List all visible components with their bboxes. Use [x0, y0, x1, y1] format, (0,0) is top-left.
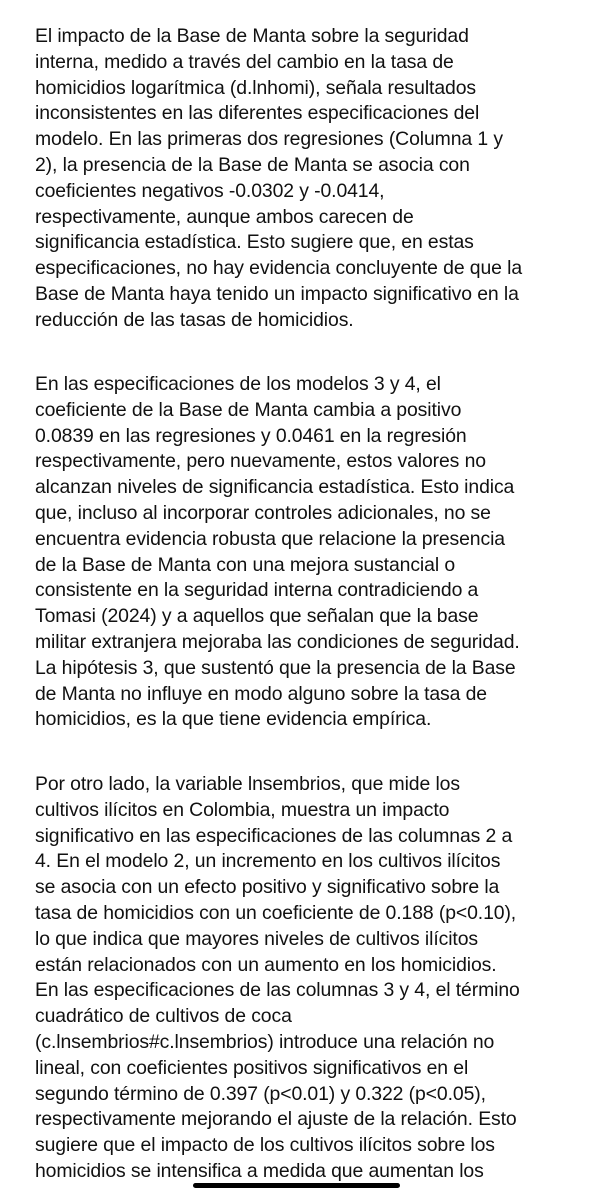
text-line: 2), la presencia de la Base de Manta se asocia con — [35, 153, 470, 176]
text-line: significativo en las especificaciones de las columnas 2 a — [35, 824, 513, 847]
text-line: tasa de homicidios con un coeficiente de 0.188 (p<0.10), — [35, 901, 517, 924]
text-line: En las especificaciones de los modelos 3 y 4, el — [35, 373, 441, 395]
text-line: homicidios se intensifica a medida que aumentan los — [35, 1159, 484, 1182]
text-line: Tomasi (2024) y a aquellos que señalan que la base — [35, 605, 479, 628]
text-line: que, incluso al incorporar controles adicionales, no se — [35, 501, 491, 524]
text-line: cuadrático de cultivos de coca — [35, 1005, 292, 1028]
text-line: 4. En el modelo 2, un incremento en los cultivos ilícitos — [35, 850, 501, 873]
text-line: se asocia con un efecto positivo y significativo sobre la — [35, 876, 500, 899]
text-line: respectivamente, pero nuevamente, estos valores no — [35, 450, 486, 473]
text-line: encuentra evidencia robusta que relacione la presencia — [35, 527, 505, 550]
text-line: están relacionados con un aumento en los homicidios. — [35, 953, 497, 976]
text-line: homicidios logarítmica (d.lnhomi), señala resultados — [35, 76, 476, 99]
text-line: modelo. En las primeras dos regresiones (Columna 1 y — [35, 128, 503, 151]
text-line: reducción de las tasas de homicidios. — [35, 308, 354, 331]
text-line: respectivamente mejorando el ajuste de la relación. Esto — [35, 1108, 517, 1131]
text-line: homicidios, es la que tiene evidencia empírica. — [35, 708, 432, 731]
text-line: La hipótesis 3, que sustentó que la presencia de la Base — [35, 656, 516, 679]
text-line: lineal, con coeficientes positivos significativos en el — [35, 1056, 469, 1079]
text-line: consistente en la seguridad interna contradiciendo a — [35, 579, 479, 602]
text-line: coeficientes negativos -0.0302 y -0.0414, — [35, 179, 385, 202]
text-line: El impacto de la Base de Manta sobre la seguridad — [35, 25, 469, 47]
text-line: alcanzan niveles de significancia estadística. Esto indica — [35, 476, 515, 499]
text-line: (c.lnsembrios#c.lnsembrios) introduce una relación no — [35, 1030, 495, 1053]
text-line: militar extranjera mejoraba las condiciones de seguridad. — [35, 630, 520, 653]
text-line: Por otro lado, la variable lnsembrios, que mide los — [35, 773, 460, 795]
text-line: de Manta no influye en modo alguno sobre la tasa de — [35, 682, 487, 705]
text-line: segundo término de 0.397 (p<0.01) y 0.322 (p<0.05), — [35, 1082, 486, 1105]
text-line: especificaciones, no hay evidencia concluyente de que la — [35, 257, 523, 280]
text-line: coeficiente de la Base de Manta cambia a positivo — [35, 398, 462, 421]
text-line: interna, medido a través del cambio en la tasa de — [35, 50, 454, 73]
text-line: respectivamente, aunque ambos carecen de — [35, 205, 414, 228]
paragraph-models-3-4 — [35, 372, 520, 733]
text-line: lo que indica que mayores niveles de cultivos ilícitos — [35, 927, 478, 950]
text-line: 0.0839 en las regresiones y 0.0461 en la regresión — [35, 424, 467, 447]
text-line: inconsistentes en las diferentes especificaciones del — [35, 102, 480, 125]
text-line: En las especificaciones de las columnas 3 y 4, el término — [35, 979, 520, 1002]
text-line: sugiere que el impacto de los cultivos ilícitos sobre los — [35, 1134, 495, 1157]
home-indicator[interactable] — [193, 1183, 400, 1188]
text-line: significancia estadística. Esto sugiere que, en estas — [35, 231, 474, 254]
text-line: cultivos ilícitos en Colombia, muestra un impacto — [35, 798, 450, 821]
paragraph-base-manta-impact — [35, 24, 522, 334]
paragraph-lnsembrios — [35, 772, 520, 1185]
text-line: de la Base de Manta con una mejora sustancial o — [35, 553, 456, 576]
text-line: Base de Manta haya tenido un impacto significativo en la — [35, 282, 519, 305]
